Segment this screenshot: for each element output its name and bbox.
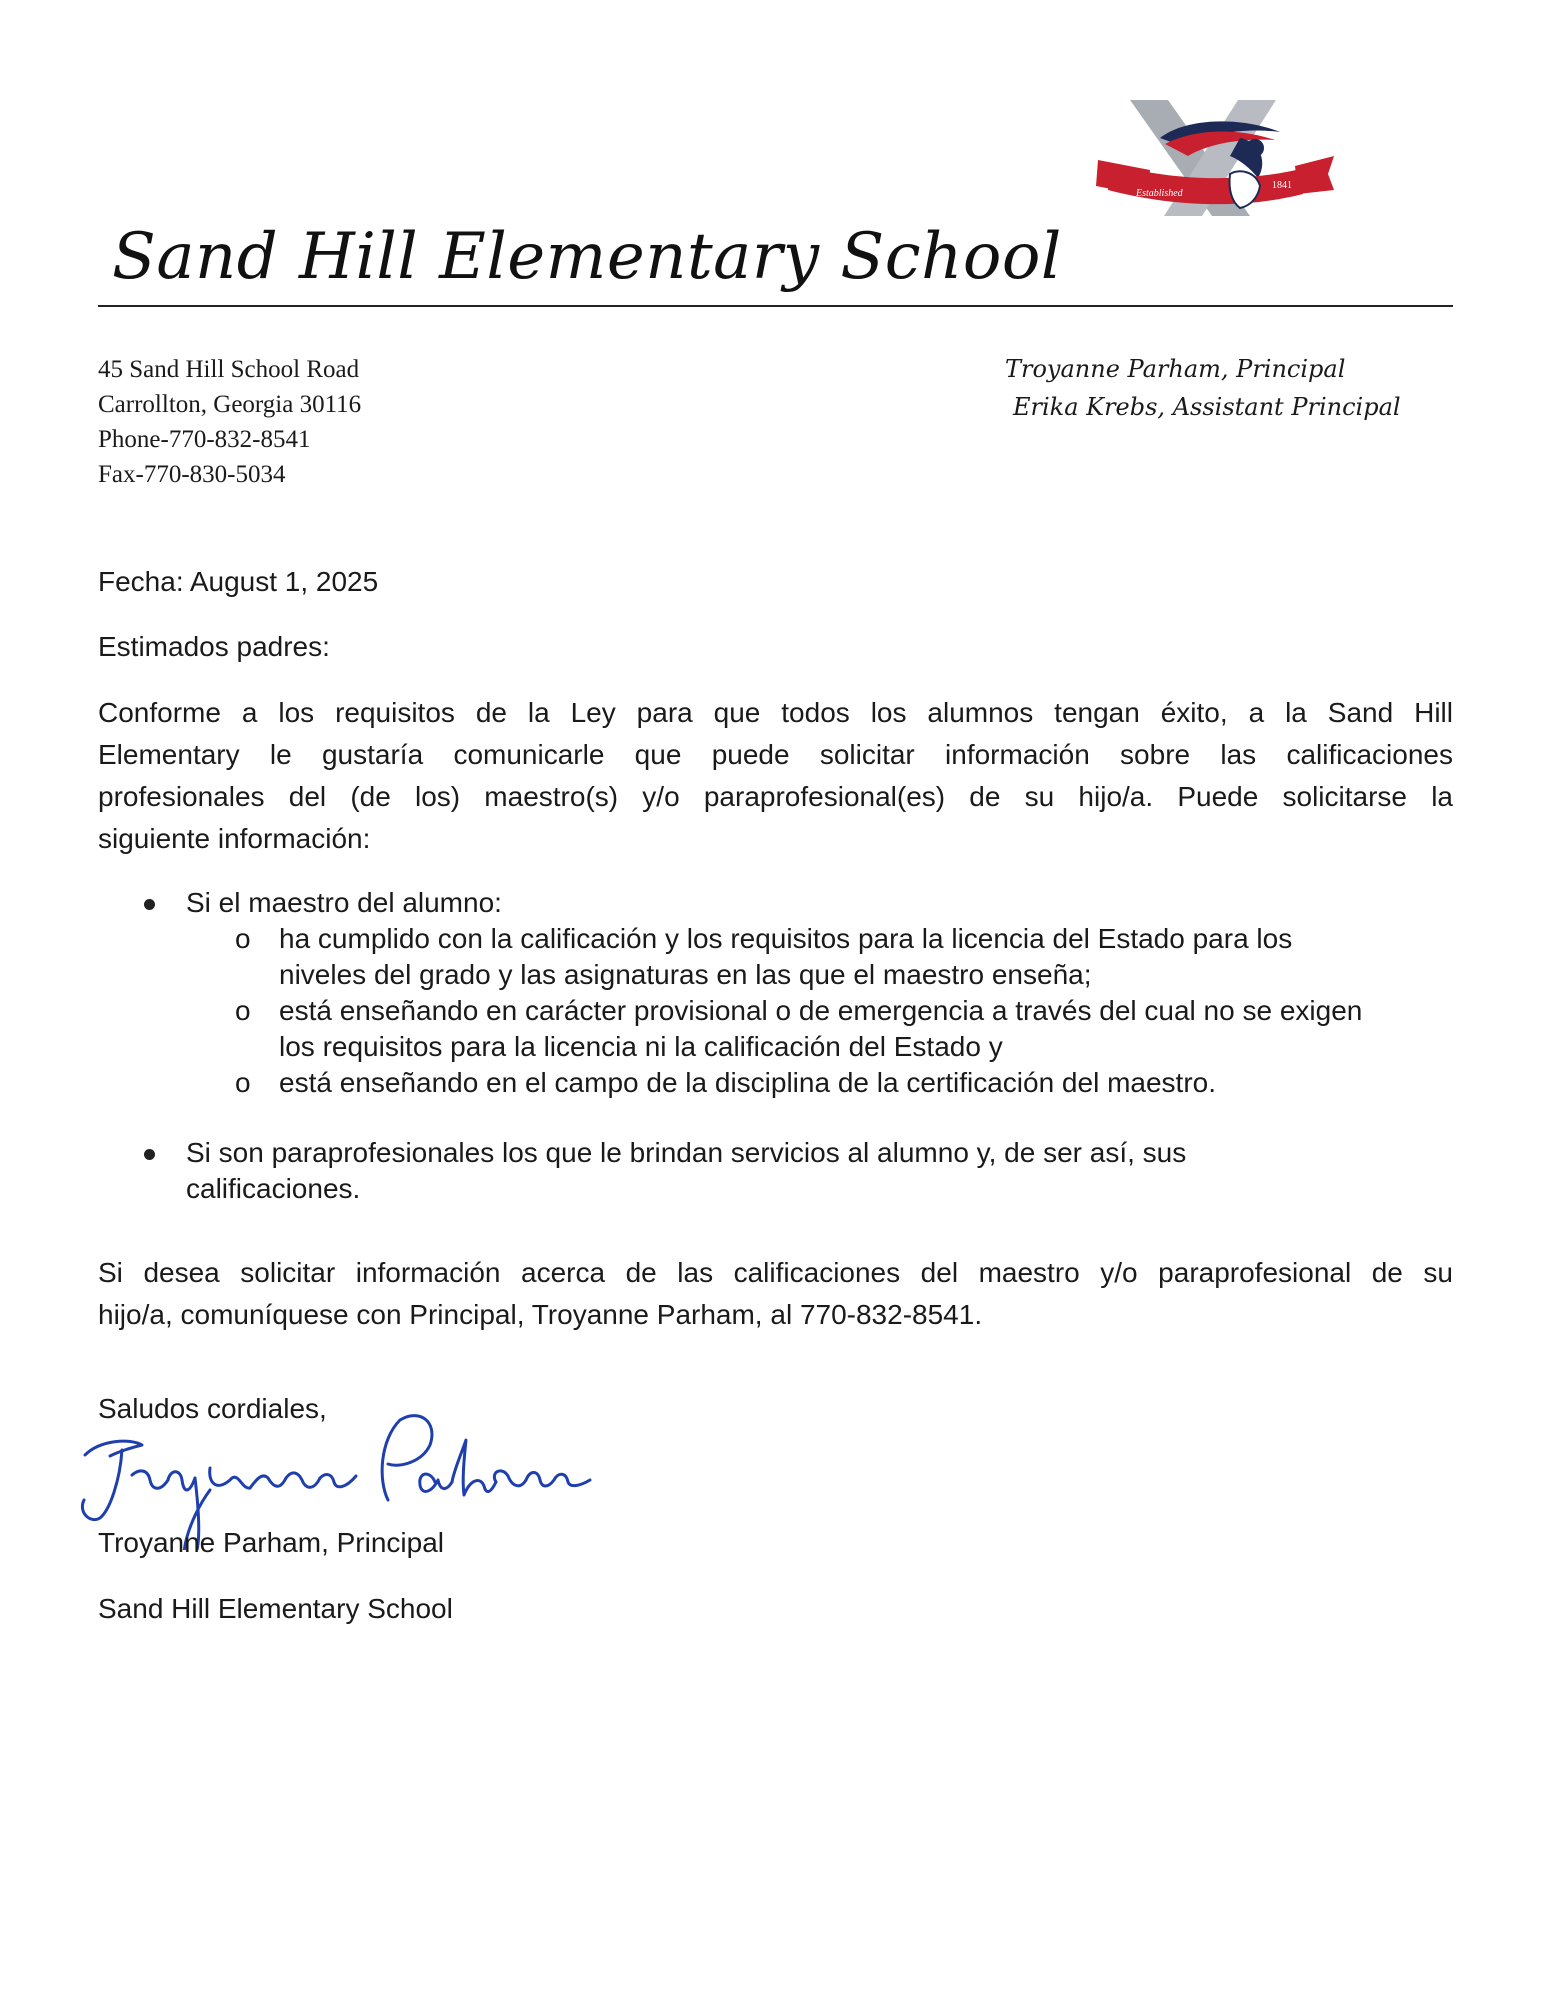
header-divider [98, 305, 1453, 307]
letter-closing: Saludos cordiales, [98, 1393, 327, 1424]
banner-right-text: 1841 [1272, 180, 1292, 191]
bullet-text: calificaciones. [186, 1173, 361, 1204]
contact-line: hijo/a, comuníquese con Principal, Troyanne Parham, al 770-832-8541. [98, 1299, 983, 1330]
sub-item-line: ha cumplido con la calificación y los requisitos para la licencia del Estado para los [279, 923, 1293, 954]
intro-line: profesionales del (de los) maestro(s) y/o paraprofesional(es) de su hijo/a. Puede solicitarse la [98, 781, 1453, 812]
bullet-text: Si son paraprofesionales los que le brindan servicios al alumno y, de ser así, sus [186, 1137, 1187, 1168]
letter-date: Fecha: August 1, 2025 [98, 566, 379, 597]
bullet-dot-icon [144, 899, 155, 910]
crest-face [1229, 171, 1260, 208]
school-address-block [98, 352, 361, 492]
address-street: 45 Sand Hill School Road [98, 356, 360, 383]
intro-line: siguiente información: [98, 823, 371, 854]
address-phone: Phone-770-832-8541 [98, 426, 311, 453]
contact-paragraph [98, 1252, 1453, 1336]
address-fax: Fax-770-830-5034 [98, 461, 286, 488]
school-name-heading: Sand Hill Elementary School [112, 220, 1062, 294]
banner-left-text: Established [1136, 188, 1183, 199]
intro-line: Elementary le gustaría comunicarle que puede solicitar información sobre las calificaciones [98, 739, 1453, 770]
sub-item-line: está enseñando en carácter provisional o de emergencia a través del cual no se exigen [279, 995, 1363, 1026]
intro-paragraph [98, 692, 1453, 860]
sub-item-line: está enseñando en el campo de la disciplina de la certificación del maestro. [279, 1067, 1217, 1098]
school-crest-logo [1090, 98, 1335, 226]
sub-item-line: niveles del grado y las asignaturas en las que el maestro enseña; [279, 959, 1092, 990]
signer-name: Troyanne Parham, Principal [98, 1527, 445, 1558]
bullet-dot-icon [144, 1149, 155, 1160]
staff-principal: Troyanne Parham, Principal [1005, 355, 1346, 383]
staff-block [1005, 350, 1401, 426]
sub-bullet-marker-icon: o [235, 1067, 251, 1098]
bullet-text: Si el maestro del alumno: [186, 887, 502, 918]
sub-item-line: los requisitos para la licencia ni la calificación del Estado y [279, 1031, 1003, 1062]
address-city: Carrollton, Georgia 30116 [98, 391, 362, 418]
intro-line: Conforme a los requisitos de la Ley para que todos los alumnos tengan éxito, a la Sand Hill [98, 697, 1453, 728]
sub-bullet-marker-icon: o [235, 995, 251, 1026]
staff-assistant-principal: Erika Krebs, Assistant Principal [1013, 393, 1401, 421]
signer-school: Sand Hill Elementary School [98, 1593, 453, 1624]
letter-greeting: Estimados padres: [98, 631, 330, 662]
sub-bullet-marker-icon: o [235, 923, 251, 954]
contact-line: Si desea solicitar información acerca de las calificaciones del maestro y/o paraprofesional de su [98, 1257, 1453, 1288]
